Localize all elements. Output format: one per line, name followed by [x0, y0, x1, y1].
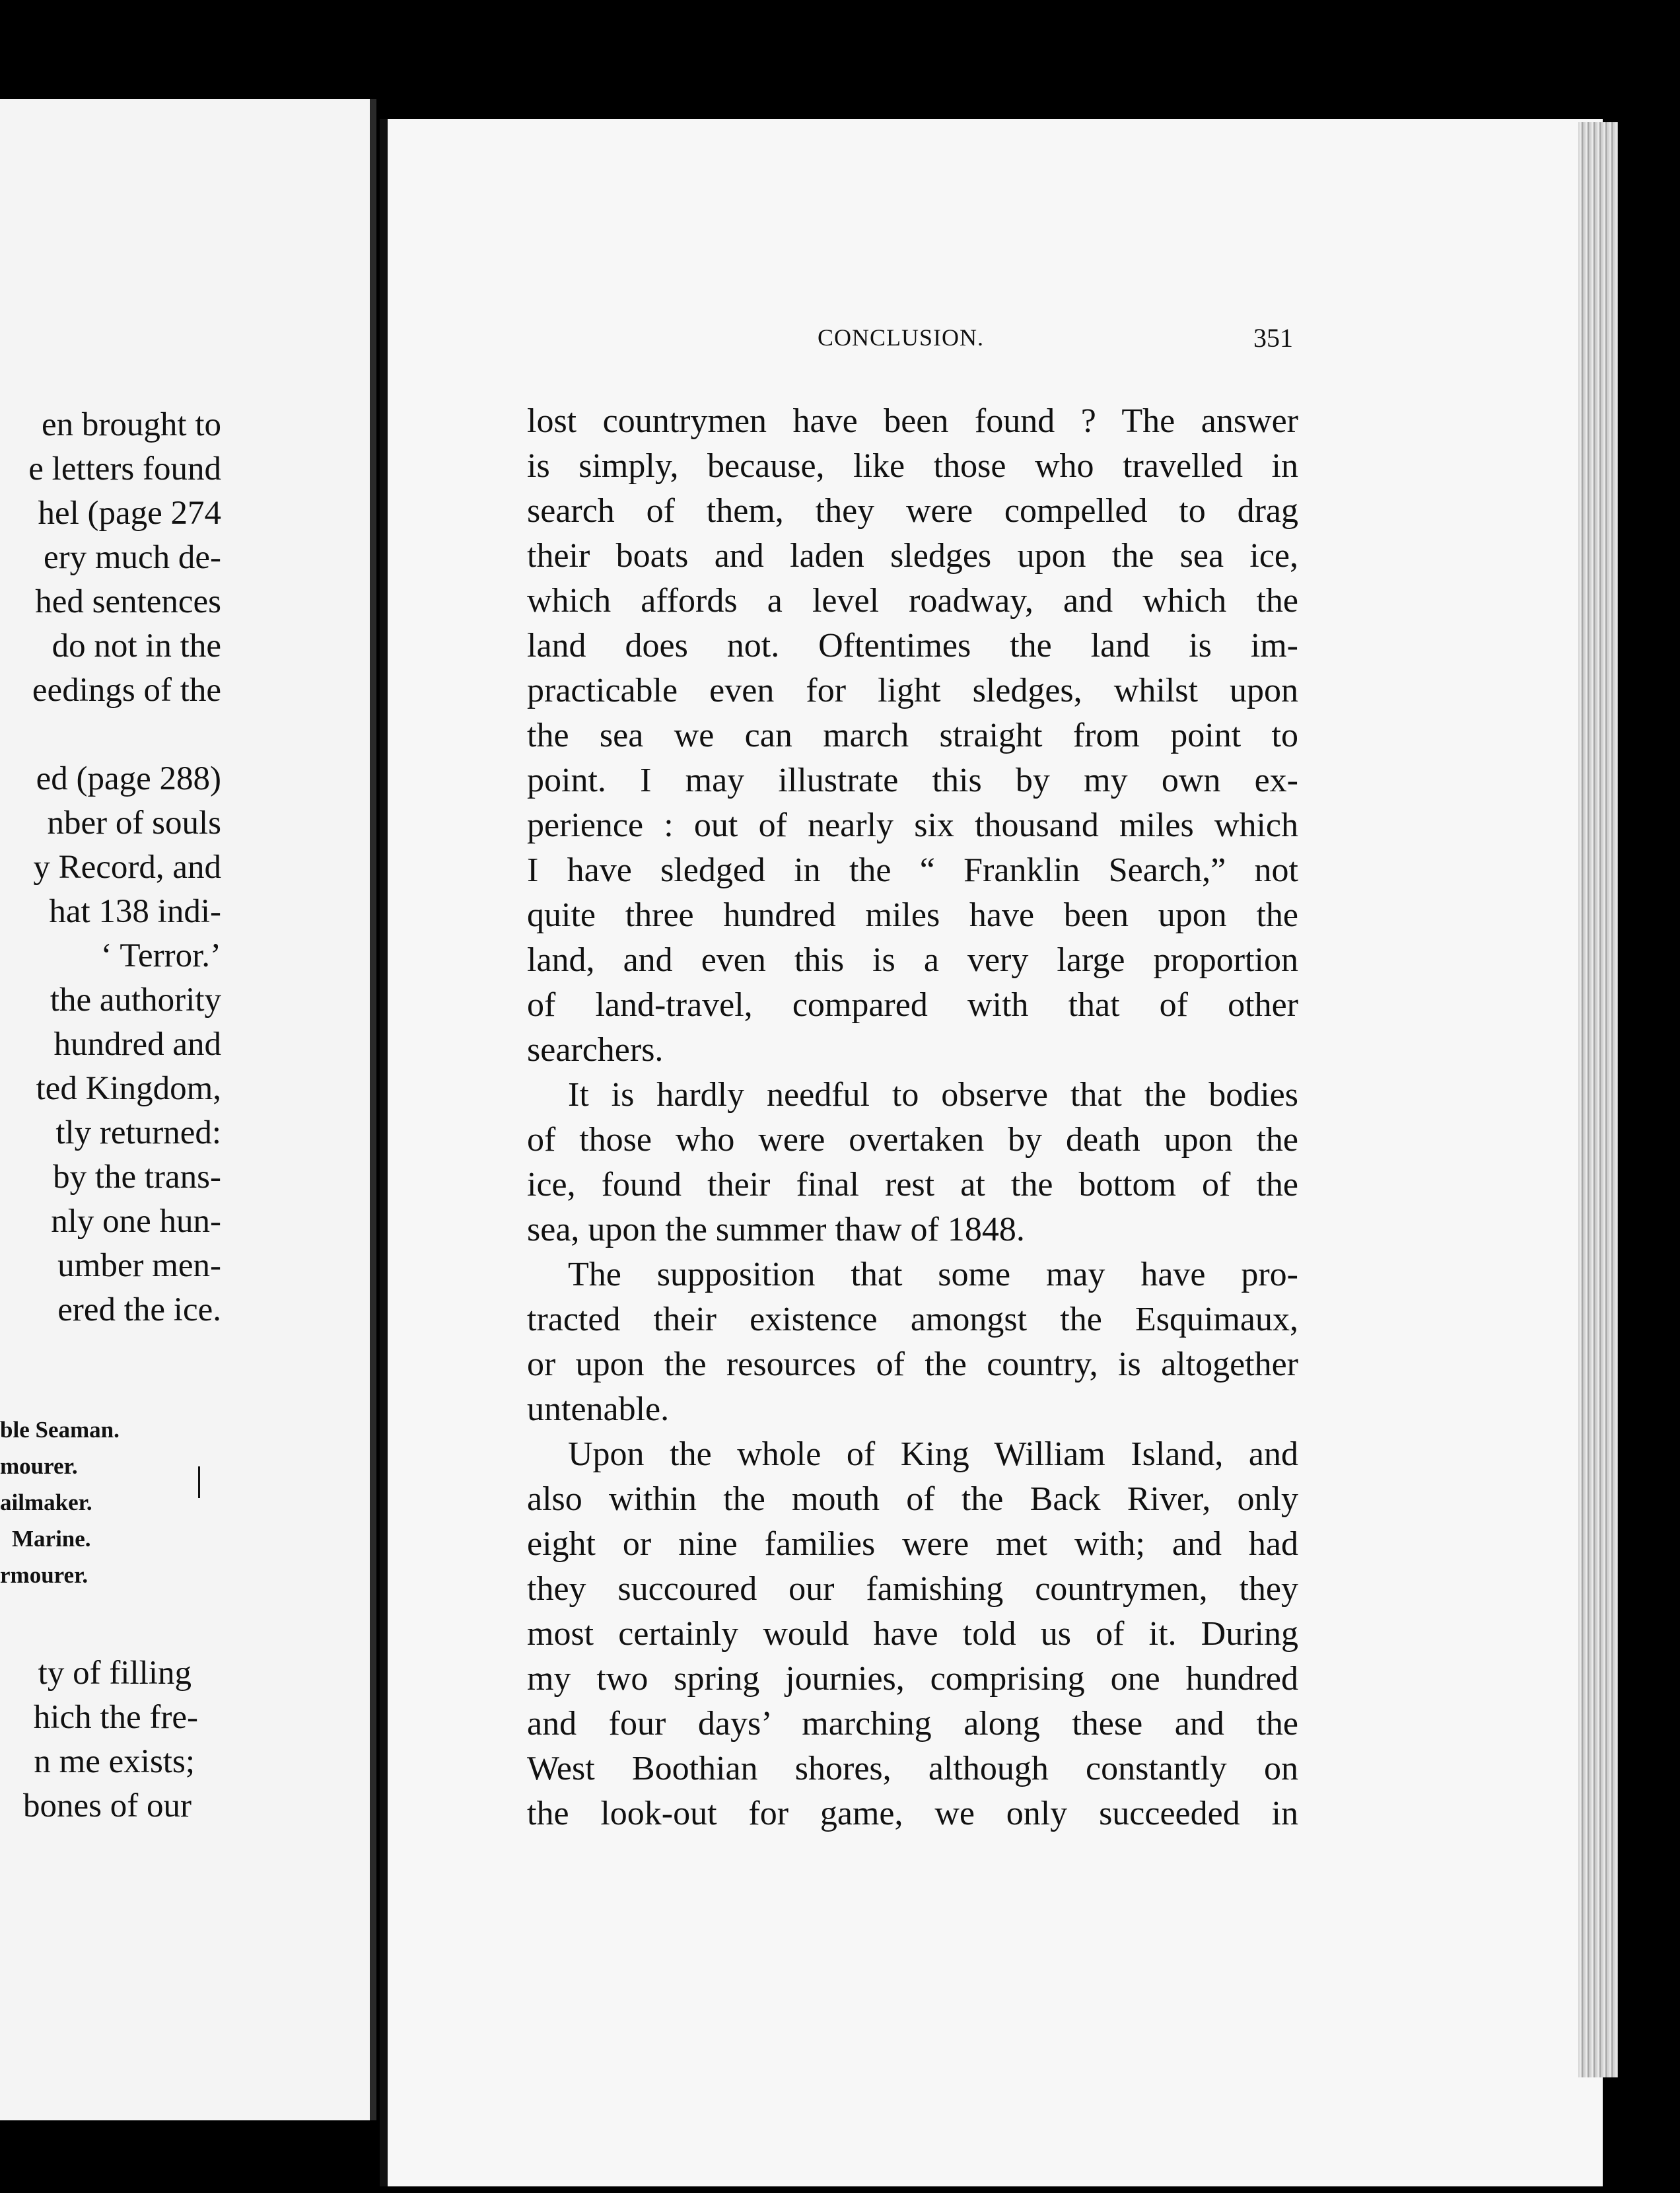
text-line: It is hardly needful to observe that the bodies	[568, 1076, 1298, 1114]
left-line: ted Kingdom,	[36, 1070, 221, 1107]
text-line: sea, upon the summer thaw of 1848.	[527, 1211, 1025, 1248]
text-line: also within the mouth of the Back River, only	[527, 1480, 1298, 1518]
text-line: and four days’ marching along these and the	[527, 1705, 1298, 1743]
body-text	[527, 399, 1298, 1836]
text-line: my two spring journies, comprising one hundred	[527, 1660, 1298, 1698]
left-list-line: Marine.	[12, 1526, 91, 1552]
left-list-line: ble Seaman.	[0, 1417, 120, 1443]
text-line: ice, found their final rest at the bottom of the	[527, 1166, 1298, 1204]
text-line: point. I may illustrate this by my own ex-	[527, 762, 1298, 799]
left-line: ery much de-	[43, 539, 221, 576]
left-list-line: mourer.	[0, 1453, 78, 1479]
left-line: ered the ice.	[57, 1291, 221, 1328]
page-number: 351	[1253, 323, 1293, 353]
left-list-line: rmourer.	[0, 1562, 88, 1588]
left-line: nly one hun-	[51, 1203, 221, 1240]
text-line: searchers.	[527, 1031, 664, 1069]
text-line: eight or nine families were met with; and had	[527, 1525, 1298, 1563]
left-line: en brought to	[42, 406, 221, 443]
text-line: their boats and laden sledges upon the sea ice,	[527, 537, 1298, 575]
left-line: ed (page 288)	[36, 760, 221, 797]
left-line: umber men-	[57, 1247, 221, 1284]
left-line: n me exists;	[34, 1743, 195, 1780]
text-line: untenable.	[527, 1390, 670, 1428]
left-line: tly returned:	[55, 1114, 221, 1151]
pencil-mark	[198, 1466, 200, 1498]
text-line: perience : out of nearly six thousand miles which	[527, 807, 1298, 844]
text-line: practicable even for light sledges, whilst upon	[527, 672, 1298, 709]
left-line: y Record, and	[33, 849, 221, 886]
left-line: eedings of the	[32, 672, 221, 709]
text-line: land does not. Oftentimes the land is im-	[527, 627, 1298, 665]
left-line: ty of filling	[38, 1655, 192, 1692]
text-line: search of them, they were compelled to drag	[527, 492, 1298, 530]
text-line: Upon the whole of King William Island, and	[568, 1435, 1298, 1473]
left-line: the authority	[50, 982, 221, 1019]
text-line: The supposition that some may have pro-	[568, 1256, 1298, 1293]
text-line: the look-out for game, we only succeeded in	[527, 1795, 1298, 1832]
text-line: the sea we can march straight from point to	[527, 717, 1298, 754]
text-line: of land-travel, compared with that of other	[527, 986, 1298, 1024]
left-line: nber of souls	[47, 805, 221, 842]
text-line: most certainly would have told us of it. During	[527, 1615, 1298, 1653]
left-line: do not in the	[52, 628, 221, 665]
text-line: land, and even this is a very large proportion	[527, 941, 1298, 979]
left-line: e letters found	[28, 450, 221, 487]
text-line: quite three hundred miles have been upon the	[527, 896, 1298, 934]
text-line: tracted their existence amongst the Esquimaux,	[527, 1301, 1298, 1338]
text-line: which affords a level roadway, and which the	[527, 582, 1298, 620]
left-line: hat 138 indi-	[49, 893, 221, 930]
text-line: lost countrymen have been found ? The answer	[527, 402, 1298, 440]
left-line: hich the fre-	[33, 1699, 198, 1736]
text-line: is simply, because, like those who travelled in	[527, 447, 1298, 485]
text-line: I have sledged in the “ Franklin Search,” not	[527, 851, 1298, 889]
text-line: of those who were overtaken by death upon the	[527, 1121, 1298, 1159]
text-line: they succoured our famishing countrymen, they	[527, 1570, 1298, 1608]
page-edge	[1578, 122, 1618, 2077]
left-line: bones of our	[23, 1787, 192, 1824]
left-line: hed sentences	[35, 583, 221, 620]
left-line: hel (page 274	[38, 495, 221, 532]
text-line: West Boothian shores, although constantly on	[527, 1750, 1298, 1787]
left-list-line: ailmaker.	[0, 1490, 92, 1515]
text-line: or upon the resources of the country, is altogether	[527, 1346, 1298, 1383]
running-header: CONCLUSION.	[818, 324, 985, 351]
left-page	[0, 99, 376, 2120]
left-line: ‘ Terror.’	[100, 937, 221, 974]
left-line: by the trans-	[53, 1159, 221, 1196]
left-line: hundred and	[53, 1026, 221, 1063]
